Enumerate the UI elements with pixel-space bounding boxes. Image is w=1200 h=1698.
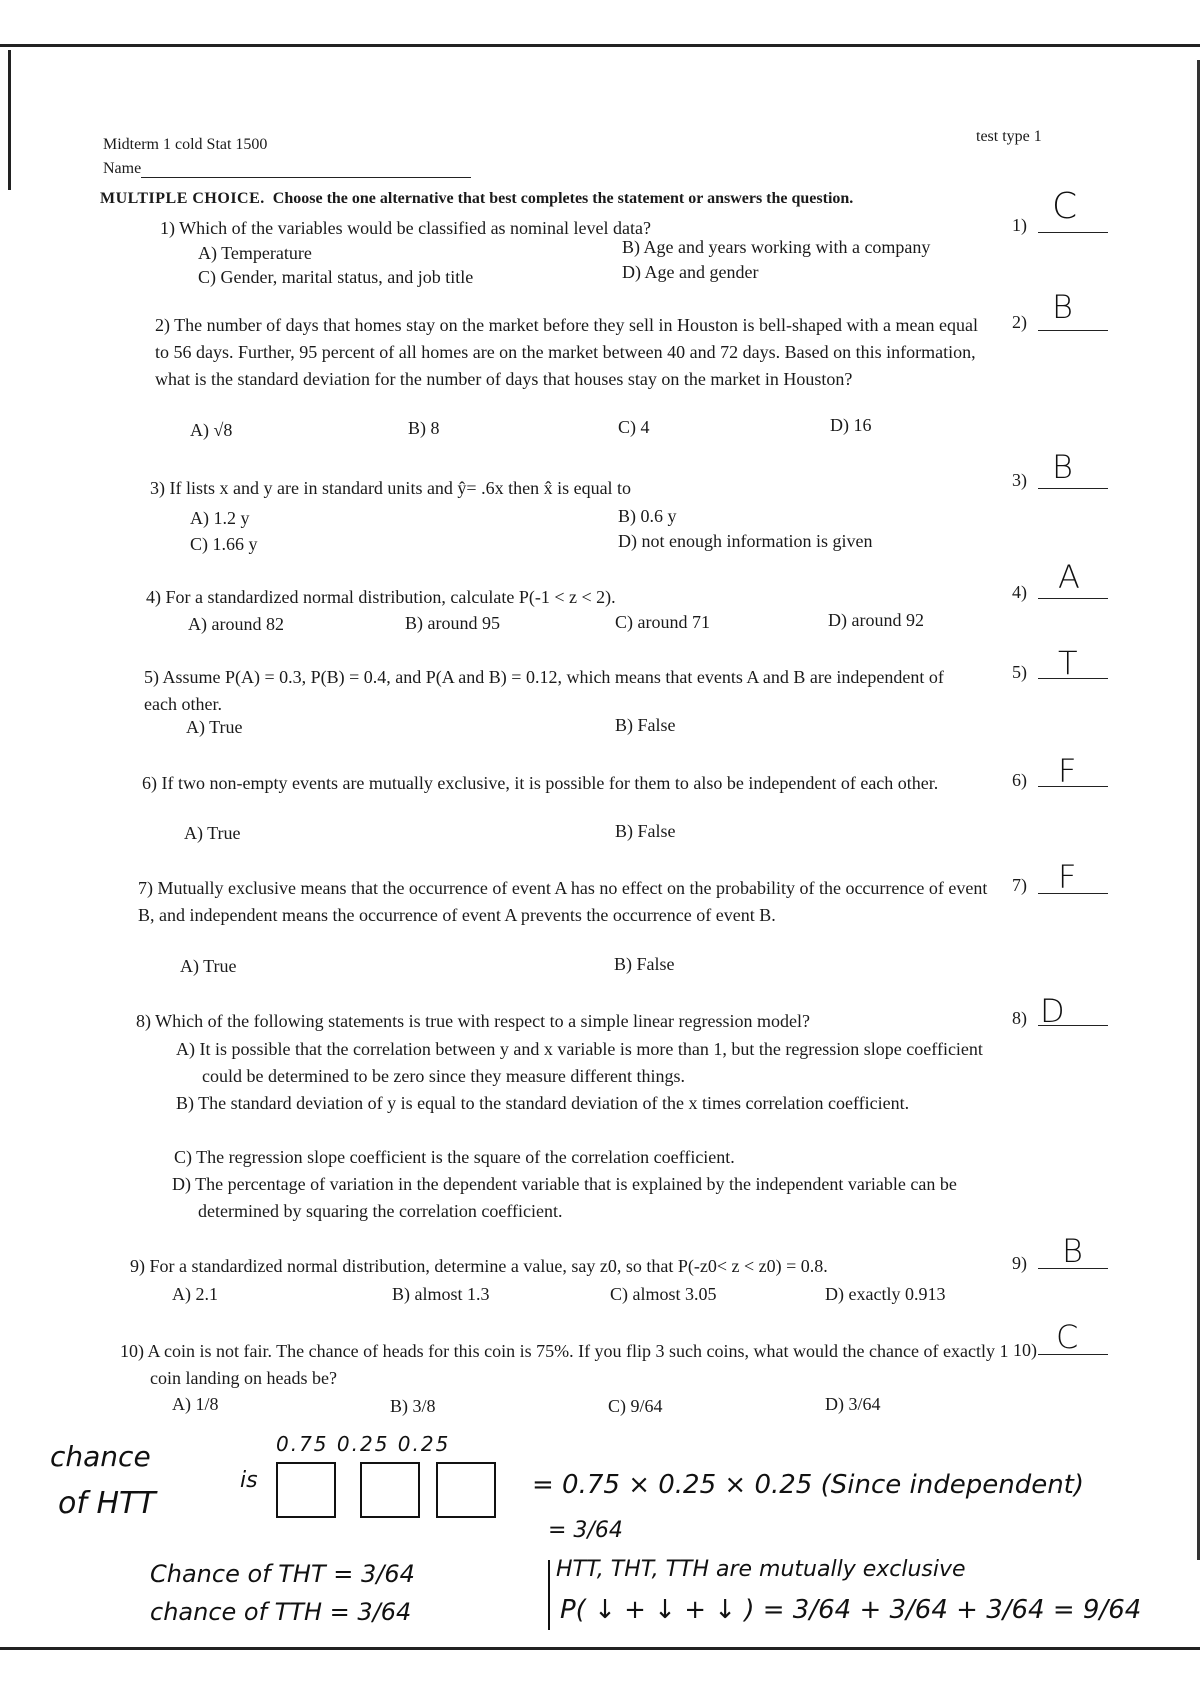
course-title: Midterm 1 cold Stat 1500 [103, 136, 268, 153]
q6-option-a: A) True [184, 823, 241, 843]
instructions [100, 190, 853, 208]
test-type: test type 1 [976, 128, 1042, 145]
question-8: 8) Which of the following statements is true with respect to a simple linear regression model? [136, 1011, 810, 1031]
hw-sum: P( ↓ + ↓ + ↓ ) = 3/64 + 3/64 + 3/64 = 9/64 [560, 1595, 1142, 1625]
q3-option-c: C) 1.66 y [190, 534, 258, 554]
question-10: 10) A coin is not fair. The chance of heads for this coin is 75%. If you flip 3 such coins, what would the chance of exactly 1 coin landing on heads be? [120, 1341, 1009, 1388]
q10-option-c: C) 9/64 [608, 1396, 663, 1416]
answer-blank-4 [1038, 598, 1108, 599]
answer-1: C [1052, 186, 1078, 227]
question-2: 2) The number of days that homes stay on the market before they sell in Houston is bell-shaped with a mean equal to 56 days. Further, 95 percent of all homes are on the market between 40 and 72 days. Based on this information, what is the standard deviation for the number of days that houses stay on the market in Houston? [155, 315, 978, 389]
q3-option-d: D) not enough information is given [618, 531, 873, 551]
q5-option-a: A) True [186, 717, 243, 737]
answer-9: B [1062, 1232, 1083, 1270]
q9-option-b: B) almost 1.3 [392, 1284, 490, 1304]
hw-tth: chance of TTH = 3/64 [150, 1598, 412, 1626]
q2-option-b: B) 8 [408, 418, 440, 438]
hw-probabilities: 0.75 0.25 0.25 [276, 1432, 451, 1456]
q4-option-a: A) around 82 [188, 614, 284, 634]
question-9: 9) For a standardized normal distribution, determine a value, say z0, so that P(-z0< z < z0) = 0.8. [130, 1256, 828, 1276]
hw-equals-3-64: = 3/64 [548, 1518, 623, 1543]
q1-option-c: C) Gender, marital status, and job title [198, 267, 474, 287]
q9-option-d: D) exactly 0.913 [825, 1284, 946, 1304]
answer-number-6: 6) [1012, 770, 1027, 790]
hw-product: = 0.75 × 0.25 × 0.25 (Since independent) [532, 1470, 1085, 1500]
q3-option-b: B) 0.6 y [618, 506, 677, 526]
hw-mutually-exclusive: HTT, THT, TTH are mutually exclusive [556, 1557, 966, 1582]
answer-number-1: 1) [1012, 215, 1027, 235]
question-1: 1) Which of the variables would be classified as nominal level data? [160, 218, 652, 238]
hw-of-htt: of HTT [58, 1486, 156, 1521]
q4-option-b: B) around 95 [405, 613, 500, 633]
q4-option-c: C) around 71 [615, 612, 710, 632]
answer-number-7: 7) [1012, 875, 1027, 895]
answer-7: F [1058, 858, 1077, 896]
instructions-lead: MULTIPLE CHOICE. [100, 190, 265, 207]
hw-divider [548, 1560, 550, 1630]
question-3: 3) If lists x and y are in standard units and ŷ= .6x then x̂ is equal to [150, 478, 632, 498]
q9-option-c: C) almost 3.05 [610, 1284, 717, 1304]
answer-number-2: 2) [1012, 312, 1027, 332]
answer-3: B [1052, 448, 1073, 486]
answer-blank-2 [1038, 330, 1108, 331]
q2-option-d: D) 16 [830, 415, 872, 435]
question-6: 6) If two non-empty events are mutually exclusive, it is possible for them to also be independent of each other. [142, 773, 939, 793]
answer-number-4: 4) [1012, 582, 1027, 602]
hw-is: is [240, 1468, 258, 1493]
q9-option-a: A) 2.1 [172, 1284, 218, 1304]
answer-2: B [1052, 288, 1073, 326]
answer-blank-3 [1038, 488, 1108, 489]
answer-8: D [1040, 992, 1065, 1030]
hw-box-3 [436, 1462, 496, 1518]
question-4: 4) For a standardized normal distribution, calculate P(-1 < z < 2). [146, 587, 616, 607]
q10-option-b: B) 3/8 [390, 1396, 436, 1416]
answer-number-10: 10) [1013, 1340, 1037, 1360]
name-field [103, 160, 471, 178]
q8-option-a: A) It is possible that the correlation between y and x variable is more than 1, but the regression slope coefficient could be determined to be zero since they measure different things. [176, 1039, 983, 1086]
q3-option-a: A) 1.2 y [190, 508, 250, 528]
answer-number-3: 3) [1012, 470, 1027, 490]
answer-number-5: 5) [1012, 662, 1027, 682]
q4-option-d: D) around 92 [828, 610, 924, 630]
question-5: 5) Assume P(A) = 0.3, P(B) = 0.4, and P(A and B) = 0.12, which means that events A and B are independent of each other. [144, 667, 944, 714]
scan-edge-bottom [0, 1647, 1200, 1650]
q8-option-d: D) The percentage of variation in the dependent variable that is explained by the independent variable can be determined by squaring the correlation coefficient. [172, 1174, 957, 1221]
name-label: Name [103, 160, 142, 177]
hw-box-1 [276, 1462, 336, 1518]
scan-edge-left [8, 50, 11, 190]
hw-chance: chance [50, 1440, 151, 1473]
q10-option-a: A) 1/8 [172, 1394, 219, 1414]
hw-box-2 [360, 1462, 420, 1518]
name-blank [141, 163, 471, 178]
answer-6: F [1058, 752, 1077, 790]
question-7: 7) Mutually exclusive means that the occurrence of event A has no effect on the probability of the occurrence of event B, and independent means the occurrence of event A prevents the occurrence of event B. [138, 878, 988, 925]
answer-number-9: 9) [1012, 1253, 1027, 1273]
answer-10: C [1056, 1318, 1079, 1356]
q7-option-a: A) True [180, 956, 237, 976]
q1-option-d: D) Age and gender [622, 262, 759, 282]
q10-option-d: D) 3/64 [825, 1394, 881, 1414]
q1-option-a: A) Temperature [198, 243, 312, 263]
q2-option-a: A) √8 [190, 420, 233, 440]
q7-option-b: B) False [614, 954, 675, 974]
answer-5: T [1058, 644, 1078, 682]
q8-option-b: B) The standard deviation of y is equal to the standard deviation of the x times correlation coefficient. [176, 1093, 910, 1113]
q1-option-b: B) Age and years working with a company [622, 237, 931, 257]
instructions-text: Choose the one alternative that best completes the statement or answers the question. [272, 190, 854, 207]
q6-option-b: B) False [615, 821, 676, 841]
q5-option-b: B) False [615, 715, 676, 735]
answer-blank-1 [1038, 232, 1108, 233]
hw-tht: Chance of THT = 3/64 [150, 1560, 415, 1588]
answer-4: A [1058, 558, 1080, 596]
scan-edge-top [0, 44, 1200, 47]
q8-option-c: C) The regression slope coefficient is the square of the correlation coefficient. [174, 1147, 735, 1167]
answer-number-8: 8) [1012, 1008, 1027, 1028]
q2-option-c: C) 4 [618, 417, 650, 437]
